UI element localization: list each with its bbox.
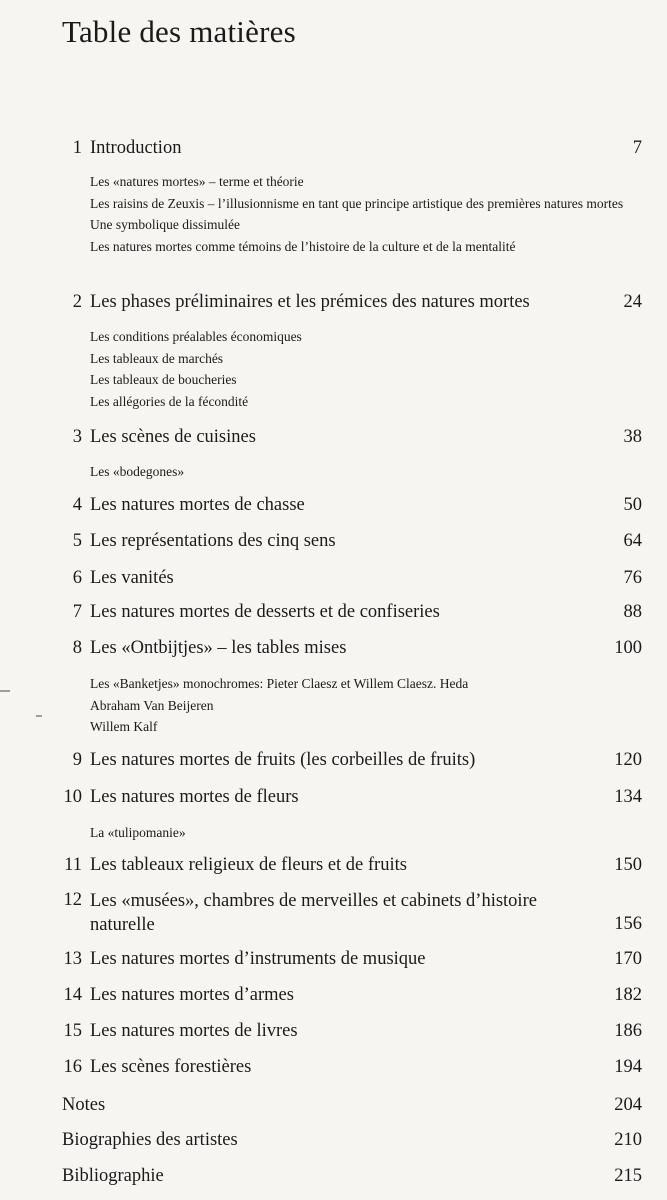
back-matter-bibliography: Bibliographie xyxy=(62,1166,164,1186)
chapter-title: Les «Ontbijtjes» – les tables mises xyxy=(90,638,347,658)
chapter-2-subsections xyxy=(90,326,630,412)
chapter-10-subsections xyxy=(90,822,630,844)
subsection: Les «bodegones» xyxy=(90,464,185,479)
chapter-number: 10 xyxy=(63,787,82,807)
chapter-number: 1 xyxy=(72,138,82,158)
chapter-page: 76 xyxy=(623,568,642,588)
chapter-title: Les natures mortes de livres xyxy=(90,1021,298,1041)
back-matter-page: 215 xyxy=(614,1166,642,1186)
chapter-title: Les natures mortes de chasse xyxy=(90,495,305,515)
back-matter-page: 210 xyxy=(614,1130,642,1150)
chapter-page: 170 xyxy=(614,949,642,969)
back-matter-notes: Notes xyxy=(62,1095,106,1115)
chapter-number: 7 xyxy=(72,602,82,622)
chapter-page: 100 xyxy=(614,638,642,658)
chapter-number: 3 xyxy=(72,427,82,447)
chapter-page: 182 xyxy=(614,985,642,1005)
chapter-page: 88 xyxy=(623,602,642,622)
chapter-page: 150 xyxy=(614,855,642,875)
chapter-1-subsections xyxy=(90,171,630,257)
chapter-page: 194 xyxy=(614,1057,642,1077)
chapter-3-subsections xyxy=(90,461,630,483)
chapter-page: 156 xyxy=(614,914,642,934)
scan-mark xyxy=(36,715,42,717)
chapter-page: 38 xyxy=(623,427,642,447)
subsection: Willem Kalf xyxy=(90,719,158,734)
chapter-title: Les scènes de cuisines xyxy=(90,427,256,447)
subsection: Les «Banketjes» monochromes: Pieter Claesz et Willem Claesz. Heda xyxy=(90,676,469,691)
subsection: Les tableaux de marchés xyxy=(90,350,224,366)
subsection: Les «natures mortes» – terme et théorie xyxy=(90,174,304,189)
subsection: Une symbolique dissimulée xyxy=(90,217,240,232)
chapter-title: Les natures mortes d’armes xyxy=(90,985,294,1005)
chapter-number: 11 xyxy=(64,855,82,875)
chapter-number: 8 xyxy=(72,638,82,658)
chapter-number: 13 xyxy=(63,949,82,969)
chapter-page: 24 xyxy=(623,292,642,312)
subsection: Les allégories de la fécondité xyxy=(90,393,249,409)
chapter-title: Les natures mortes de fruits (les corbeilles de fruits) xyxy=(90,750,476,770)
subsection: Abraham Van Beijeren xyxy=(90,697,214,713)
subsection: Les tableaux de boucheries xyxy=(90,372,237,387)
subsection: Les natures mortes comme témoins de l’histoire de la culture et de la mentalité xyxy=(90,238,516,254)
chapter-title: Les natures mortes de fleurs xyxy=(90,787,299,807)
chapter-title: Les «musées», chambres de merveilles et cabinets d’histoire naturelle xyxy=(90,891,537,935)
chapter-title: Les représentations des cinq sens xyxy=(90,531,336,551)
chapter-page: 186 xyxy=(614,1021,642,1041)
scan-mark xyxy=(0,690,10,692)
chapter-page: 120 xyxy=(614,750,642,770)
chapter-title: Les phases préliminaires et les prémices des natures mortes xyxy=(90,292,530,312)
chapter-title: Les natures mortes d’instruments de musique xyxy=(90,949,426,969)
chapter-8-subsections xyxy=(90,673,630,738)
page-title: Table des matières xyxy=(62,14,296,49)
chapter-number: 5 xyxy=(72,531,82,551)
chapter-title: Les tableaux religieux de fleurs et de fruits xyxy=(90,855,407,875)
chapter-title: Les vanités xyxy=(90,568,174,588)
back-matter-biographies: Biographies des artistes xyxy=(62,1130,238,1150)
back-matter-page: 204 xyxy=(614,1095,642,1115)
chapter-number: 2 xyxy=(72,292,82,312)
chapter-page: 134 xyxy=(614,787,642,807)
chapter-number: 16 xyxy=(63,1057,82,1077)
chapter-number: 14 xyxy=(63,985,82,1005)
chapter-number: 12 xyxy=(63,890,82,910)
chapter-title: Les scènes forestières xyxy=(90,1057,252,1077)
chapter-page: 64 xyxy=(623,531,642,551)
subsection: La «tulipomanie» xyxy=(90,825,186,840)
chapter-page: 7 xyxy=(632,138,642,158)
chapter-page: 50 xyxy=(623,495,642,515)
chapter-number: 15 xyxy=(63,1021,82,1041)
chapter-number: 6 xyxy=(72,568,82,588)
chapter-title: Introduction xyxy=(90,138,182,158)
chapter-number: 9 xyxy=(72,750,82,770)
chapter-title: Les natures mortes de desserts et de confiseries xyxy=(90,602,440,622)
subsection: Les conditions préalables économiques xyxy=(90,329,302,344)
chapter-number: 4 xyxy=(72,495,82,515)
subsection: Les raisins de Zeuxis – l’illusionnisme en tant que principe artistique des premières natures mortes xyxy=(90,195,624,211)
